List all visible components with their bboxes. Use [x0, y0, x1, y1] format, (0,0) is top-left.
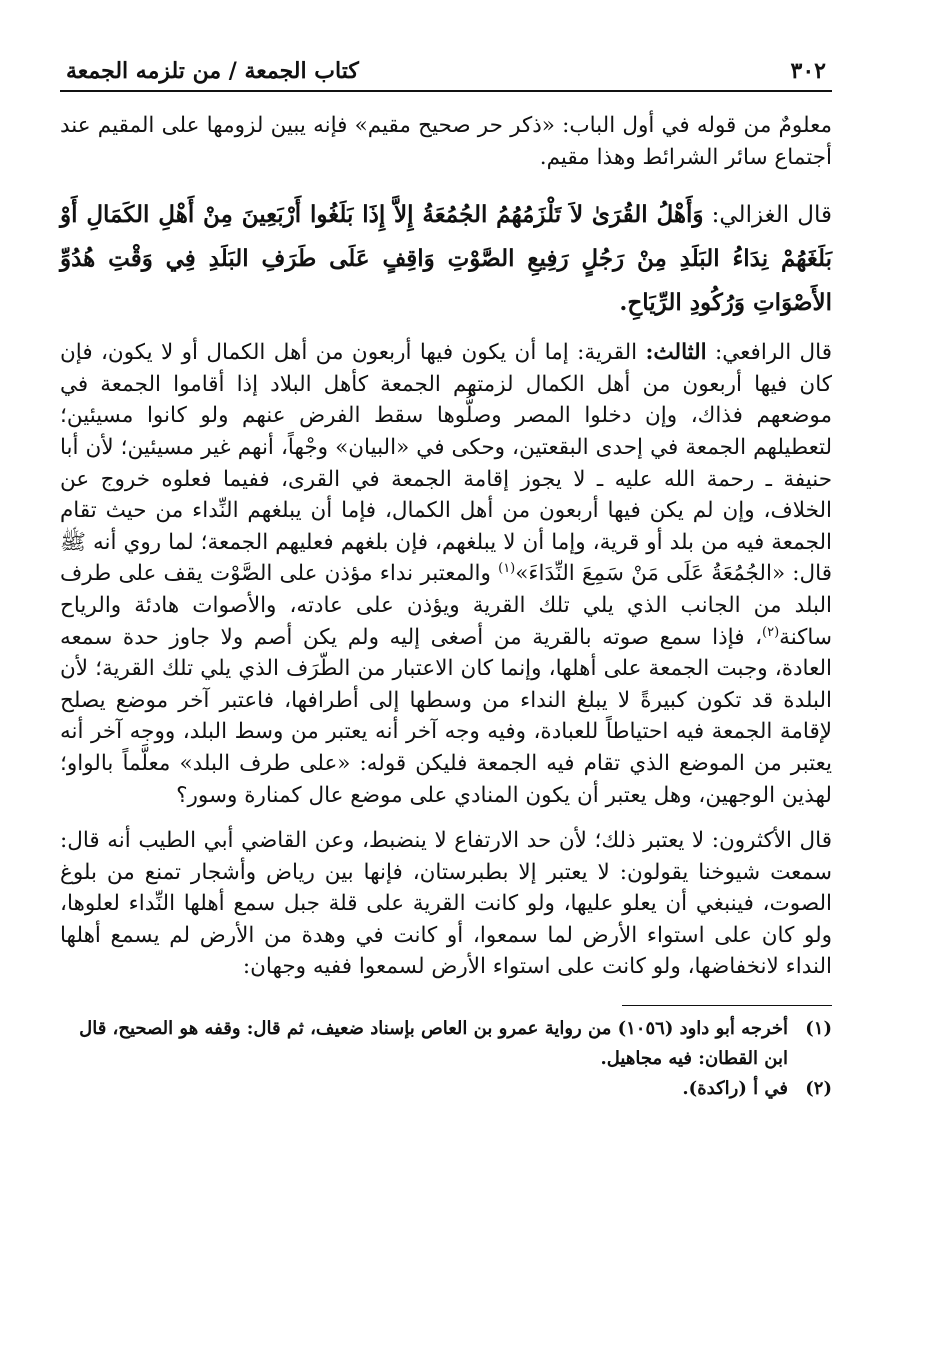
book-page [60, 48, 832, 1104]
rafii-text-1: القرية: إما أن يكون فيها أربعون من أهل الكمال أو لا يكون، فإن كان فيها أربعون من أهل الكمال لزمتهم الجمعة كأهل البلاد إذا أقاموا الجمعة في موضعهم فذاك، وإن دخلوا المصر وصلُّوها سقط الفرض عنهم ولو كانوا مسيئين؛ لتعطيلهم الجمعة في إحدى البقعتين، وحكى في «البيان» وجْهاً، أنهم غير مسيئين؛ لأن أبا حنيفة ـ رحمة الله عليه ـ لا يجوز إقامة الجمعة في القرى، ففيما فعلوه خروج عن الخلاف، وإن لم يكن فيها أربعون من أهل الكمال، فإما أن يبلغهم النِّداء من حيث تقام الجمعة فيه من بلد أو قرية، وإما أن لا يبلغهم، فإن بلغهم فعليهم الجمعة؛ لما روي أنه ﷺ قال: «الجُمُعَةُ عَلَى مَنْ سَمِعَ النِّدَاءَ» [60, 340, 832, 587]
paragraph-rafii [60, 337, 832, 811]
footnote-1-text: أخرجه أبو داود (١٠٥٦) من رواية عمرو بن العاص بإسناد ضعيف، ثم قال: وقفه هو الصحيح، قال ابن القطان: فيه مجاهيل. [79, 1018, 788, 1070]
footnote-ref-1[interactable]: (١) [498, 561, 516, 577]
ghazali-matn: وَأَهْلُ القُرَىٰ لاَ تَلْزَمُهُمُ الجُمُعَةُ إِلاَّ إِذَا بَلَغُوا أَرْبَعِينَ مِنْ أَهْلِ الكَمَالِ أَوْ بَلَغَهُمْ نِدَاءُ البَلَدِ مِنْ رَجُلٍ رَفِيعِ الصَّوْتِ وَاقِفٍ عَلَى طَرَفِ البَلَدِ فِي وَقْتِ هُدُوِّ الأَصْوَاتِ وَرُكُودِ الرِّيَاحِ. [60, 201, 832, 317]
paragraph-aktharun: قال الأكثرون: لا يعتبر ذلك؛ لأن حد الارتفاع لا ينضبط، وعن القاضي أبي الطيب أنه قال: سمعت شيوخنا يقولون: لا يعتبر إلا بطبرستان، فإنها بين رياض وأشجار تمنع من بلوغ الصوت، فينبغي أن يعلو عليها، ولو كانت القرية على قلة جبل سمع أهلها النِّداء لعلوها، ولو كان على استواء الأرض لما سمعوا، أو كانت في وهدة من الأرض لم يسمع أهلها النداء لانخفاضها، ولو كانت على استواء الأرض لسمعوا ففيه وجهان: [60, 828, 832, 980]
running-head [60, 48, 832, 90]
footnote-2-text: في أ (راكدة). [682, 1078, 788, 1100]
rafii-lead: قال الرافعي: [715, 340, 832, 366]
footnote-1 [60, 1014, 832, 1074]
paragraph-1: معلومٌ من قوله في أول الباب: «ذكر حر صحيح مقيم» فإنه يبين لزومها على المقيم عند أجتماع سائر الشرائط وهذا مقيم. [60, 113, 832, 170]
footnote-2 [60, 1074, 832, 1104]
paragraph-ghazali [60, 193, 832, 325]
rafii-keyword: الثالث: [645, 340, 707, 366]
footnotes [60, 1014, 832, 1104]
rafii-text-2: والمعتبر نداء مؤذن على الصَّوْت يقف على طرف البلد من الجانب الذي يلي تلك القرية ويؤذن على عادته، والأصوات هادئة والرياح ساكنة [60, 561, 832, 650]
page-number: ٣٠٢ [790, 58, 826, 84]
book-title: كتاب الجمعة / من تلزمه الجمعة [66, 58, 359, 84]
header-rule [60, 90, 832, 92]
ghazali-lead: قال الغزالي: [711, 202, 832, 229]
rafii-text-3: ، فإذا سمع صوته بالقرية من أصغى إليه ولم يكن أصم ولا جاوز حدة سمعه العادة، وجبت الجمعة على أهلها، وإنما كان الاعتبار من الطّرَف الذي يلي تلك القرية؛ لأن البلدة قد تكون كبيرةً لا يبلغ النداء من وسطها إلى أطرافها، فاعتبر آخر موضع يصلح لإقامة الجمعة فيه احتياطاً للعبادة، وفيه وجه آخر أنه يعتبر من وسط البلد، ووجه آخر أنه يعتبر من الموضع الذي تقام فيه الجمعة فليكن قوله: «على طرف البلد» معلَّماً بالواو؛ لهذين الوجهين، وهل يعتبر أن يكون المنادي على موضع عال كمنارة وسور؟ [60, 624, 832, 808]
footnote-rule [622, 1005, 832, 1006]
footnote-1-number: (١) [805, 1018, 832, 1040]
footnote-2-number: (٢) [805, 1078, 832, 1100]
footnote-ref-2[interactable]: (٢) [762, 624, 780, 640]
